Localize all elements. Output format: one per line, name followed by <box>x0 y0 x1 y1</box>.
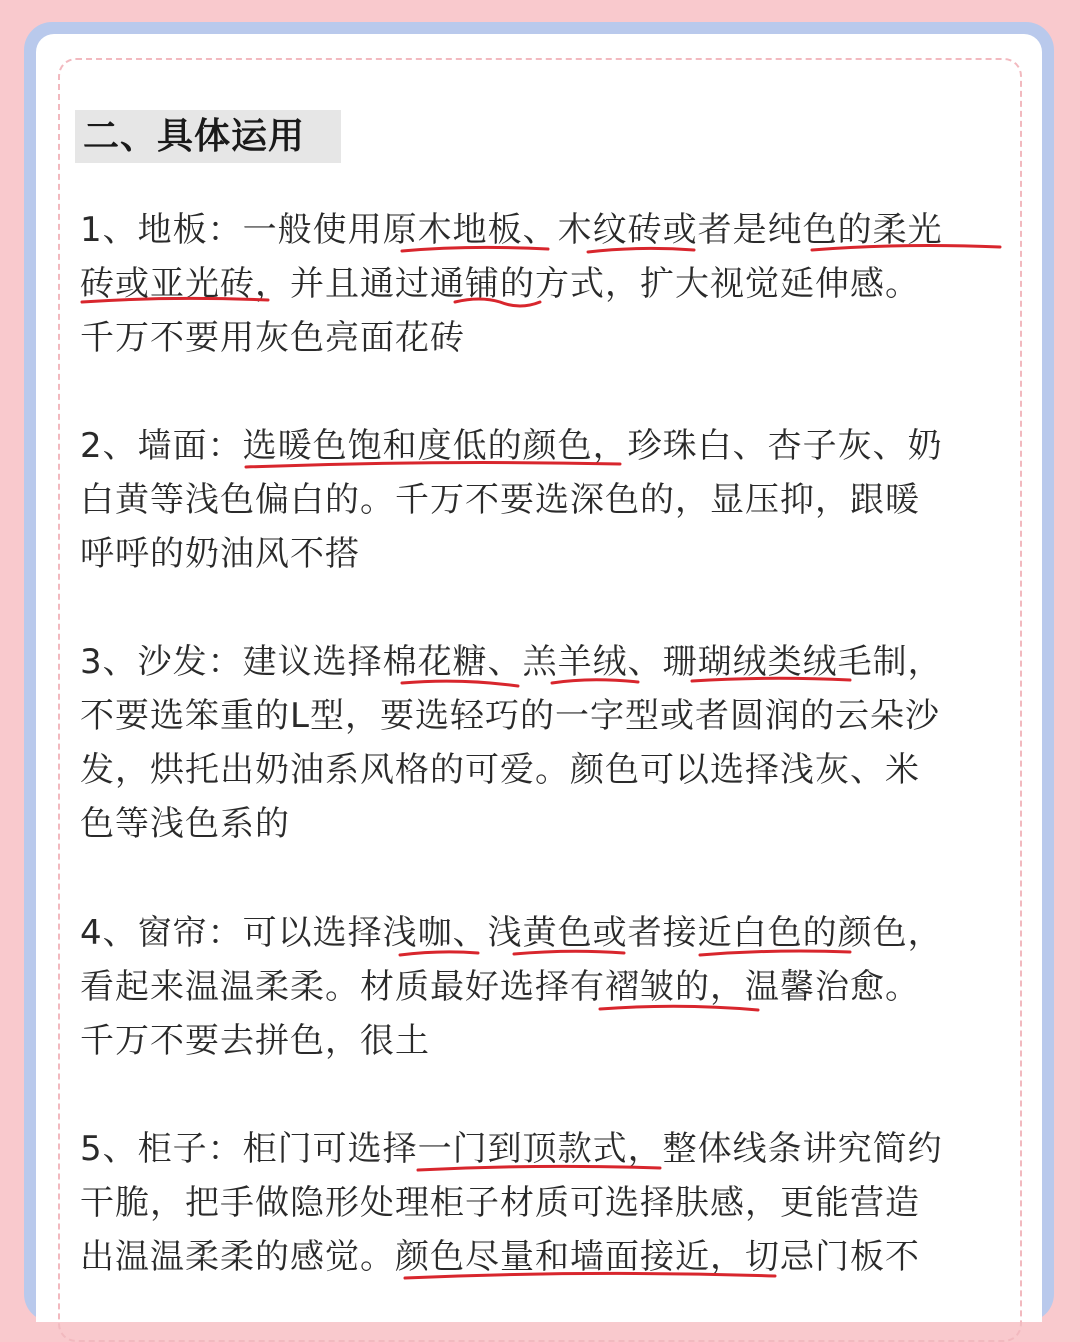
item-floor-line-1: 1、地板：一般使用原木地板、木纹砖或者是纯色的柔光 <box>80 210 943 250</box>
item-cabinet <box>80 1122 1010 1284</box>
item-wall-line-3: 呼呼的奶油风不搭 <box>80 534 360 574</box>
item-curtain-line-2: 看起来温温柔柔。材质最好选择有褶皱的，温馨治愈。 <box>80 967 920 1007</box>
item-sofa <box>80 635 1010 851</box>
item-sofa-line-2: 不要选笨重的L型，要选轻巧的一字型或者圆润的云朵沙 <box>80 696 940 736</box>
item-curtain-line-3: 千万不要去拼色，很土 <box>80 1021 430 1061</box>
item-floor-line-2: 砖或亚光砖，并且通过通铺的方式，扩大视觉延伸感。 <box>80 264 920 304</box>
item-sofa-line-3: 发，烘托出奶油系风格的可爱。颜色可以选择浅灰、米 <box>80 750 920 790</box>
section-title: 二、具体运用 <box>75 110 341 163</box>
item-sofa-line-1: 3、沙发：建议选择棉花糖、羔羊绒、珊瑚绒类绒毛制， <box>80 642 943 682</box>
item-wall-line-1: 2、墙面：选暖色饱和度低的颜色，珍珠白、杏子灰、奶 <box>80 426 943 466</box>
item-floor-line-3: 千万不要用灰色亮面花砖 <box>80 318 465 358</box>
item-sofa-line-4: 色等浅色系的 <box>80 804 290 844</box>
item-wall <box>80 419 1010 581</box>
item-cabinet-line-2: 干脆，把手做隐形处理柜子材质可选择肤感，更能营造 <box>80 1183 920 1223</box>
item-cabinet-line-3: 出温温柔柔的感觉。颜色尽量和墙面接近，切忌门板不 <box>80 1237 920 1277</box>
item-floor <box>80 203 1010 365</box>
item-cabinet-line-1: 5、柜子：柜门可选择一门到顶款式，整体线条讲究简约 <box>80 1129 943 1169</box>
item-curtain-line-1: 4、窗帘：可以选择浅咖、浅黄色或者接近白色的颜色， <box>80 913 943 953</box>
item-curtain <box>80 906 1010 1068</box>
item-wall-line-2: 白黄等浅色偏白的。千万不要选深色的，显压抑，跟暖 <box>80 480 920 520</box>
